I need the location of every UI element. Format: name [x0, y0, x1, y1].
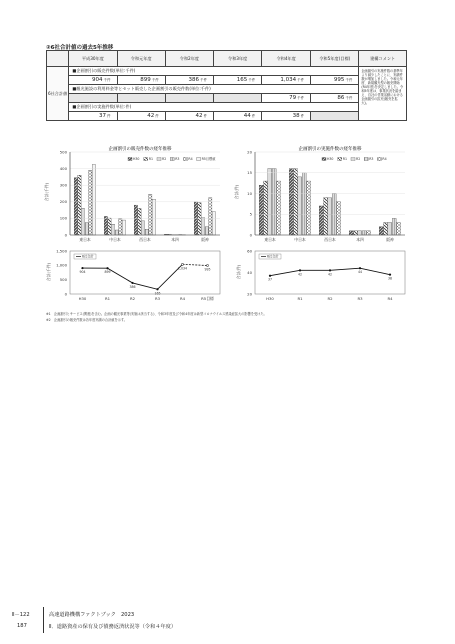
table-cell: 995千件 [311, 76, 359, 85]
footer-page-number: 187 [17, 623, 27, 629]
legend-label: R1 [148, 157, 154, 161]
bar [328, 198, 332, 235]
left-ylabel: 合計(千件) [44, 182, 49, 202]
table-cell: 1,034千件 [262, 76, 311, 85]
bar [138, 208, 141, 235]
y-tick-label: 40 [247, 269, 252, 275]
data-label: 38 [387, 276, 393, 281]
bar [81, 208, 84, 235]
y-tick-label: 20 [247, 291, 252, 297]
legend-swatch [197, 158, 201, 161]
bar [289, 169, 293, 235]
y-tick-label: 60 [247, 248, 252, 254]
y-tick-label: 20 [247, 149, 252, 155]
y-tick-label: 10 [247, 190, 252, 196]
y-tick-label: 1,500 [56, 248, 67, 254]
bar [74, 178, 77, 235]
bar [119, 218, 122, 235]
header-r1: 令和元年度 [117, 51, 165, 67]
data-point [389, 274, 391, 276]
bar [324, 198, 328, 235]
x-tick-label: R5目標 [201, 296, 214, 301]
left-bar-chart [44, 145, 220, 242]
bar [108, 218, 111, 235]
row-label: 6社合計値 [47, 67, 69, 121]
bar [392, 218, 396, 235]
legend-label: H30 [133, 157, 140, 161]
y-tick-label: 0 [64, 291, 67, 297]
footer-book-title: 高速道路機構ファクトブック 2023 [49, 612, 135, 618]
line-legend-label: 6社合計 [82, 254, 94, 259]
x-tick-label: R1 [297, 296, 303, 301]
footnote-2: ※2 企画割引の販売件数は各年度実績の合計値を示す。 [46, 318, 127, 322]
table-cell: 904千件 [69, 76, 117, 85]
bar [134, 205, 137, 235]
legend-label: H30 [327, 157, 334, 161]
x-tick-label: 東日本 [264, 237, 276, 242]
bar [396, 223, 400, 235]
bar [152, 199, 155, 235]
legend-label: R2 [356, 157, 361, 161]
data-point [156, 288, 158, 290]
bar [388, 223, 392, 235]
data-label: 42 [297, 272, 303, 277]
table-cell: 38件 [262, 112, 311, 121]
data-label: 42 [327, 272, 333, 277]
left-chart-legend [128, 156, 216, 161]
x-tick-label: R3 [357, 296, 363, 301]
left-line-ylabel: 合計(千件) [46, 262, 51, 282]
legend-swatch [322, 158, 326, 161]
legend-swatch [364, 158, 368, 161]
y-tick-label: 15 [247, 170, 252, 176]
bar [209, 198, 212, 235]
left-bars [74, 164, 215, 235]
bar [89, 170, 92, 235]
legend-label: R1 [342, 157, 348, 161]
row-sublabel: ■観光施設の利用料金等とセット販売した企画割引の販売件数(単位:千件) [69, 85, 359, 94]
legend-swatch [144, 158, 148, 161]
legend-swatch [183, 158, 187, 161]
table-cell: 899千件 [117, 76, 165, 85]
x-tick-label: R2 [129, 296, 136, 301]
header-r2: 令和2年度 [165, 51, 213, 67]
y-tick-label: 1,000 [56, 262, 67, 268]
data-label: 1,034 [177, 266, 188, 271]
legend-swatch [338, 158, 342, 161]
right-chart-title: 企画割引の実施件数の経年推移 [298, 147, 362, 152]
bar [145, 229, 148, 235]
right-line-ylabel: 合計(件) [236, 264, 241, 280]
legend-swatch [377, 158, 381, 161]
table-cell: 386千件 [165, 76, 213, 85]
data-label: 904 [79, 270, 86, 275]
bar [336, 202, 340, 235]
bar [302, 173, 306, 235]
bar [264, 181, 268, 235]
bar [362, 231, 366, 235]
data-point [131, 282, 133, 284]
table-cell: 37件 [69, 112, 117, 121]
comment-cell: 企画割引の実施件数の基準年より減少したことに、実績件数が増加しました。令和元年度、新規観光型の販売開始(R4年度)を決定しました。令和5年度は、事業状況を踏まえ、自社の営業活動における企画割引の拡充(販売を拡大)。 [359, 67, 407, 121]
y-tick-label: 0 [64, 232, 67, 238]
legend-label: R5目標値 [201, 157, 216, 161]
right-bar-chart [234, 145, 405, 242]
footnote-1: ※1 企画割引とサービス(関連)を含む。企画の観光事業等(実施は該当する)、令和3年度及び令和4年度は新型コロナウイルス感染症拡大の影響を受けた。 [46, 312, 267, 316]
bar [198, 203, 201, 235]
x-tick-label: R4 [387, 296, 393, 301]
row-sublabel: ■企画割引の実施件数(単位:件) [69, 103, 359, 112]
footer-divider [43, 607, 44, 633]
line-legend-label: 6社合計 [267, 254, 279, 259]
x-tick-label: 西日本 [139, 237, 151, 242]
legend-label: R2 [162, 157, 167, 161]
x-tick-label: R1 [104, 296, 111, 301]
right-chart-legend [322, 157, 387, 161]
x-tick-label: H30 [266, 296, 274, 301]
bar [276, 181, 280, 235]
bar [78, 175, 81, 235]
legend-label: R3 [369, 157, 374, 161]
bar [104, 216, 107, 235]
right-line-series [247, 248, 393, 301]
left-chart-title: 企画割引の販売件数の経年推移 [108, 147, 172, 152]
data-label: 899 [104, 270, 111, 275]
bar [384, 223, 388, 235]
bar [268, 169, 272, 235]
right-line-chart [236, 248, 405, 301]
x-tick-label: 東日本 [79, 237, 91, 242]
target-point [181, 263, 183, 265]
x-tick-label: R2 [327, 296, 333, 301]
footer-page-label: Ⅱ－122 [12, 612, 30, 618]
row-sublabel: ■企画割引の販売件数(単位:千件) [69, 67, 359, 76]
bar [366, 231, 370, 235]
data-point [299, 269, 301, 271]
y-tick-label: 400 [59, 165, 67, 171]
x-tick-label: 本四 [356, 237, 364, 242]
legend-swatch [128, 158, 132, 161]
data-label: 386 [129, 284, 136, 289]
bar [319, 206, 323, 235]
bar [259, 185, 263, 235]
data-label: 995 [204, 267, 211, 272]
data-label: 37 [267, 277, 273, 282]
right-bars [259, 169, 400, 235]
data-point [359, 267, 361, 269]
section-title: ②6社合計値の過去5年推移 [46, 45, 114, 51]
table-cell: 42件 [165, 112, 213, 121]
bar [122, 220, 125, 235]
bar [272, 169, 276, 235]
bar [306, 181, 310, 235]
header-r4: 令和4年度 [262, 51, 311, 67]
legend-swatch [157, 158, 161, 161]
table-cell: 44件 [213, 112, 261, 121]
legend-label: R4 [188, 157, 193, 161]
legend-label: R3 [175, 157, 180, 161]
data-point [106, 267, 108, 269]
bar [212, 212, 215, 235]
x-tick-label: 中日本 [109, 237, 121, 242]
x-tick-label: 本四 [171, 237, 179, 242]
bar [149, 194, 152, 235]
bar [349, 231, 353, 235]
bar [358, 231, 362, 235]
left-line-series [56, 248, 214, 301]
y-tick-label: 5 [249, 211, 252, 217]
bar [205, 227, 208, 235]
data-label: 44 [357, 270, 363, 275]
x-tick-label: 中日本 [294, 237, 306, 242]
bar [92, 164, 95, 235]
y-tick-label: 0 [249, 232, 252, 238]
table-cell: 79千件 [262, 94, 311, 103]
target-line [183, 264, 208, 265]
x-tick-label: R3 [154, 296, 161, 301]
left-line-chart [46, 248, 220, 301]
right-ylabel: 合計(件) [234, 184, 239, 200]
x-tick-label: 阪神 [201, 237, 209, 242]
data-label: 165 [154, 291, 161, 296]
table-cell: 42件 [117, 112, 165, 121]
y-tick-label: 300 [59, 182, 67, 188]
table-cell: 86千件 [311, 94, 359, 103]
header-comment: 建構コメント [359, 51, 407, 67]
y-tick-label: 500 [59, 149, 67, 155]
data-point [81, 267, 83, 269]
x-tick-label: 阪神 [386, 237, 394, 242]
header-h30: 平成30年度 [69, 51, 117, 67]
target-point [206, 264, 208, 266]
data-point [329, 269, 331, 271]
bar [354, 231, 358, 235]
legend-swatch [170, 158, 174, 161]
legend-swatch [351, 158, 355, 161]
x-tick-label: R4 [179, 296, 186, 301]
x-tick-label: H30 [78, 296, 87, 301]
y-tick-label: 100 [59, 215, 67, 221]
table-cell: 165千件 [213, 76, 261, 85]
y-tick-label: 500 [59, 276, 67, 282]
footer-chapter: Ⅱ．道路資産の保有及び債務返済状況等（令和４年度） [49, 624, 177, 630]
bar [294, 169, 298, 235]
bar [111, 224, 114, 235]
bar [298, 177, 302, 235]
bar [115, 230, 118, 235]
header-r3: 令和3年度 [213, 51, 261, 67]
bar [141, 221, 144, 235]
data-point [269, 275, 271, 277]
bar [379, 227, 383, 235]
y-tick-label: 200 [59, 199, 67, 205]
x-tick-label: 西日本 [324, 237, 336, 242]
legend-label: R4 [382, 157, 387, 161]
bar [201, 218, 204, 235]
header-r5: 令和5年度(目標) [311, 51, 359, 67]
bar [85, 223, 88, 235]
